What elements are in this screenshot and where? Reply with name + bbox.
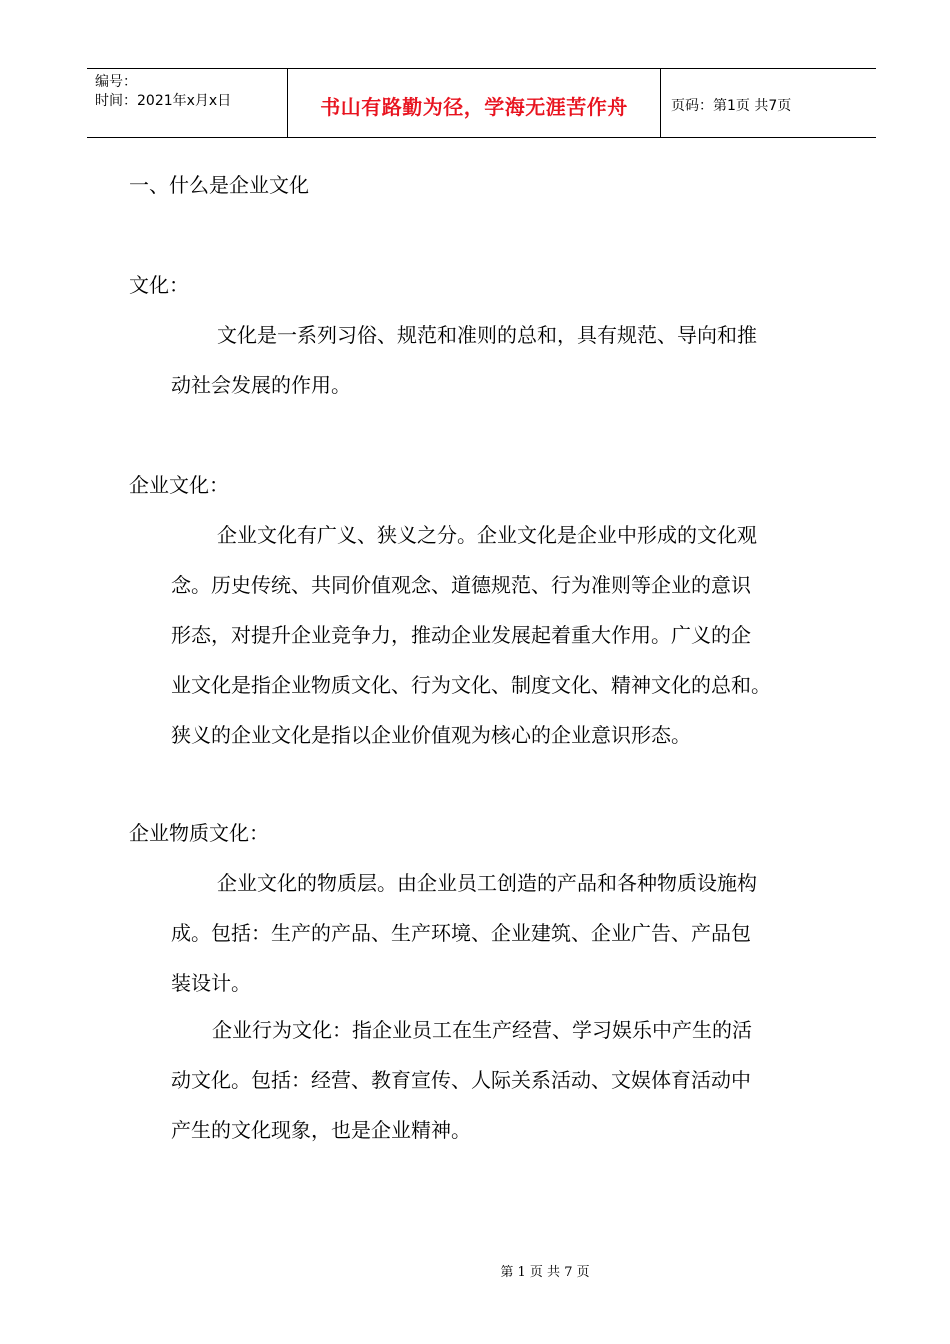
material-culture-heading: 企业物质文化： <box>129 821 269 845</box>
paragraph-line: 产生的文化现象，也是企业精神。 <box>171 1118 471 1142</box>
paragraph-line: 企业文化的物质层。由企业员工创造的产品和各种物质设施构 <box>217 871 757 895</box>
document-number-label: 编号： <box>95 74 137 90</box>
header-motto: 书山有路勤为径，学海无涯苦作舟 <box>320 94 628 119</box>
paragraph-line: 文化是一系列习俗、规范和准则的总和，具有规范、导向和推 <box>217 323 757 347</box>
paragraph-line: 狭义的企业文化是指以企业价值观为核心的企业意识形态。 <box>171 723 691 747</box>
paragraph-line: 装设计。 <box>171 971 251 995</box>
paragraph-line: 企业行为文化：指企业员工在生产经营、学习娱乐中产生的活 <box>212 1018 752 1042</box>
page-footer <box>0 1264 950 1282</box>
footer-page-number: 第 1 页 共 7 页 <box>500 1265 590 1280</box>
header-motto-cell <box>288 69 661 137</box>
paragraph-line: 业文化是指企业物质文化、行为文化、制度文化、精神文化的总和。 <box>171 673 771 697</box>
culture-heading: 文化： <box>129 273 189 297</box>
paragraph-line: 形态，对提升企业竞争力，推动企业发展起着重大作用。广义的企 <box>171 623 751 647</box>
header-page-cell <box>661 69 876 137</box>
header-meta <box>87 69 288 137</box>
header-page-number: 页码：第1页 共7页 <box>671 98 792 114</box>
section-title: 一、什么是企业文化 <box>129 173 309 197</box>
paragraph-line: 动文化。包括：经营、教育宣传、人际关系活动、文娱体育活动中 <box>171 1068 751 1092</box>
page-header <box>87 68 876 138</box>
paragraph-line: 动社会发展的作用。 <box>171 373 351 397</box>
document-time-label: 时间：2021年x月x日 <box>95 93 232 109</box>
paragraph-line: 企业文化有广义、狭义之分。企业文化是企业中形成的文化观 <box>217 523 757 547</box>
paragraph-line: 念。历史传统、共同价值观念、道德规范、行为准则等企业的意识 <box>171 573 751 597</box>
paragraph-line: 成。包括：生产的产品、生产环境、企业建筑、企业广告、产品包 <box>171 921 751 945</box>
corporate-culture-heading: 企业文化： <box>129 473 229 497</box>
